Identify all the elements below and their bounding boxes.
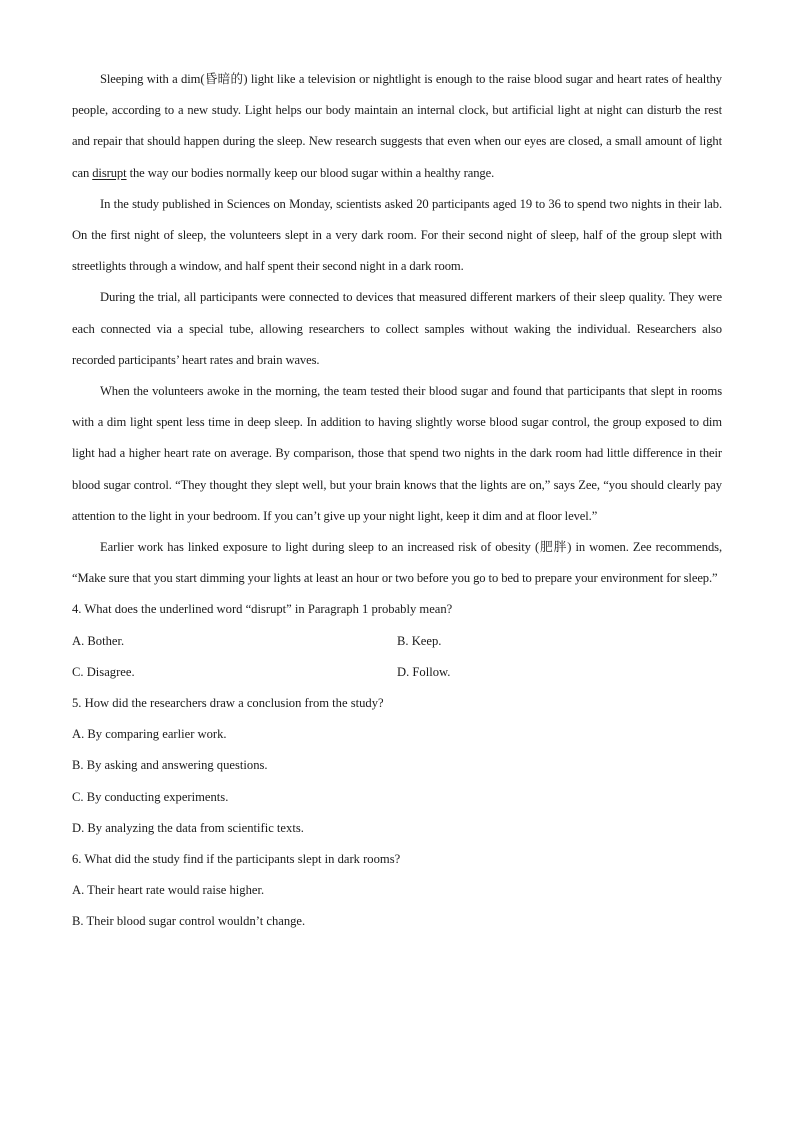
- question-5-option-c: C. By conducting experiments.: [72, 789, 229, 804]
- passage-paragraph-2: In the study published in Sciences on Monday, scientists asked 20 participants aged 19 to 36 to spend two nights in their lab. On the first night of sleep, the volunteers slept in a very dark room. For their second night of sleep, half of the group slept with streetlights through a window, and half spent their second night in a dark room.: [72, 196, 722, 274]
- question-5-option-b: B. By asking and answering questions.: [72, 758, 268, 773]
- p1-text-a: Sleeping with a dim(昏暗的) light like a television or nightlight is enough to the raise blood sugar and heart rates of healthy people, according to a new study. Light helps our body maintain an internal clock, but artificial light at night can disturb the rest and repair that should happen during the sleep. New research suggests that even when our eyes are closed, a small amount of light can: [72, 72, 722, 180]
- passage-paragraph-4: When the volunteers awoke in the morning, the team tested their blood sugar and found that participants that slept in rooms with a dim light spent less time in deep sleep. In addition to having slightly worse blood sugar control, the group exposed to dim light had a higher heart rate on average. By comparison, those that spend two nights in the dark room had little difference in their blood sugar control. “They thought they slept well, but your brain knows that the lights are on,” says Zee, “you should clearly pay attention to the light in your bedroom. If you can’t give up your night light, keep it dim and at floor level.”: [72, 384, 722, 523]
- document-page: [72, 64, 722, 938]
- question-5-option-d: D. By analyzing the data from scientific texts.: [72, 820, 304, 835]
- question-4-option-c: C. Disagree.: [72, 664, 135, 679]
- question-4-options-row-2: [72, 657, 722, 688]
- question-4-option-b: B. Keep.: [397, 633, 442, 648]
- passage-paragraph-3: During the trial, all participants were connected to devices that measured different markers of their sleep quality. They were each connected via a special tube, allowing researchers to collect samples without waking the individual. Researchers also recorded participants’ heart rates and brain waves.: [72, 290, 722, 367]
- passage-paragraph-5: Earlier work has linked exposure to light during sleep to an increased risk of obesity (肥胖) in women. Zee recommends, “Make sure that you start dimming your lights at least an hour or two before you go to bed to prepare your environment for sleep.”: [72, 540, 722, 586]
- question-4-option-a: A. Bother.: [72, 633, 125, 648]
- question-6-stem: 6. What did the study find if the participants slept in dark rooms?: [72, 852, 401, 867]
- question-6-option-a: A. Their heart rate would raise higher.: [72, 883, 265, 898]
- question-4-stem: 4. What does the underlined word “disrupt” in Paragraph 1 probably mean?: [72, 602, 453, 617]
- passage-paragraph-1: [72, 64, 722, 189]
- question-6-option-b: B. Their blood sugar control wouldn’t change.: [72, 914, 306, 929]
- question-4-option-d: D. Follow.: [397, 664, 451, 679]
- question-5-stem: 5. How did the researchers draw a conclusion from the study?: [72, 696, 384, 711]
- question-4-options-row-1: [72, 626, 722, 657]
- underlined-word-disrupt: disrupt: [92, 165, 127, 180]
- p1-text-b: the way our bodies normally keep our blood sugar within a healthy range.: [126, 165, 495, 180]
- question-5-option-a: A. By comparing earlier work.: [72, 727, 227, 742]
